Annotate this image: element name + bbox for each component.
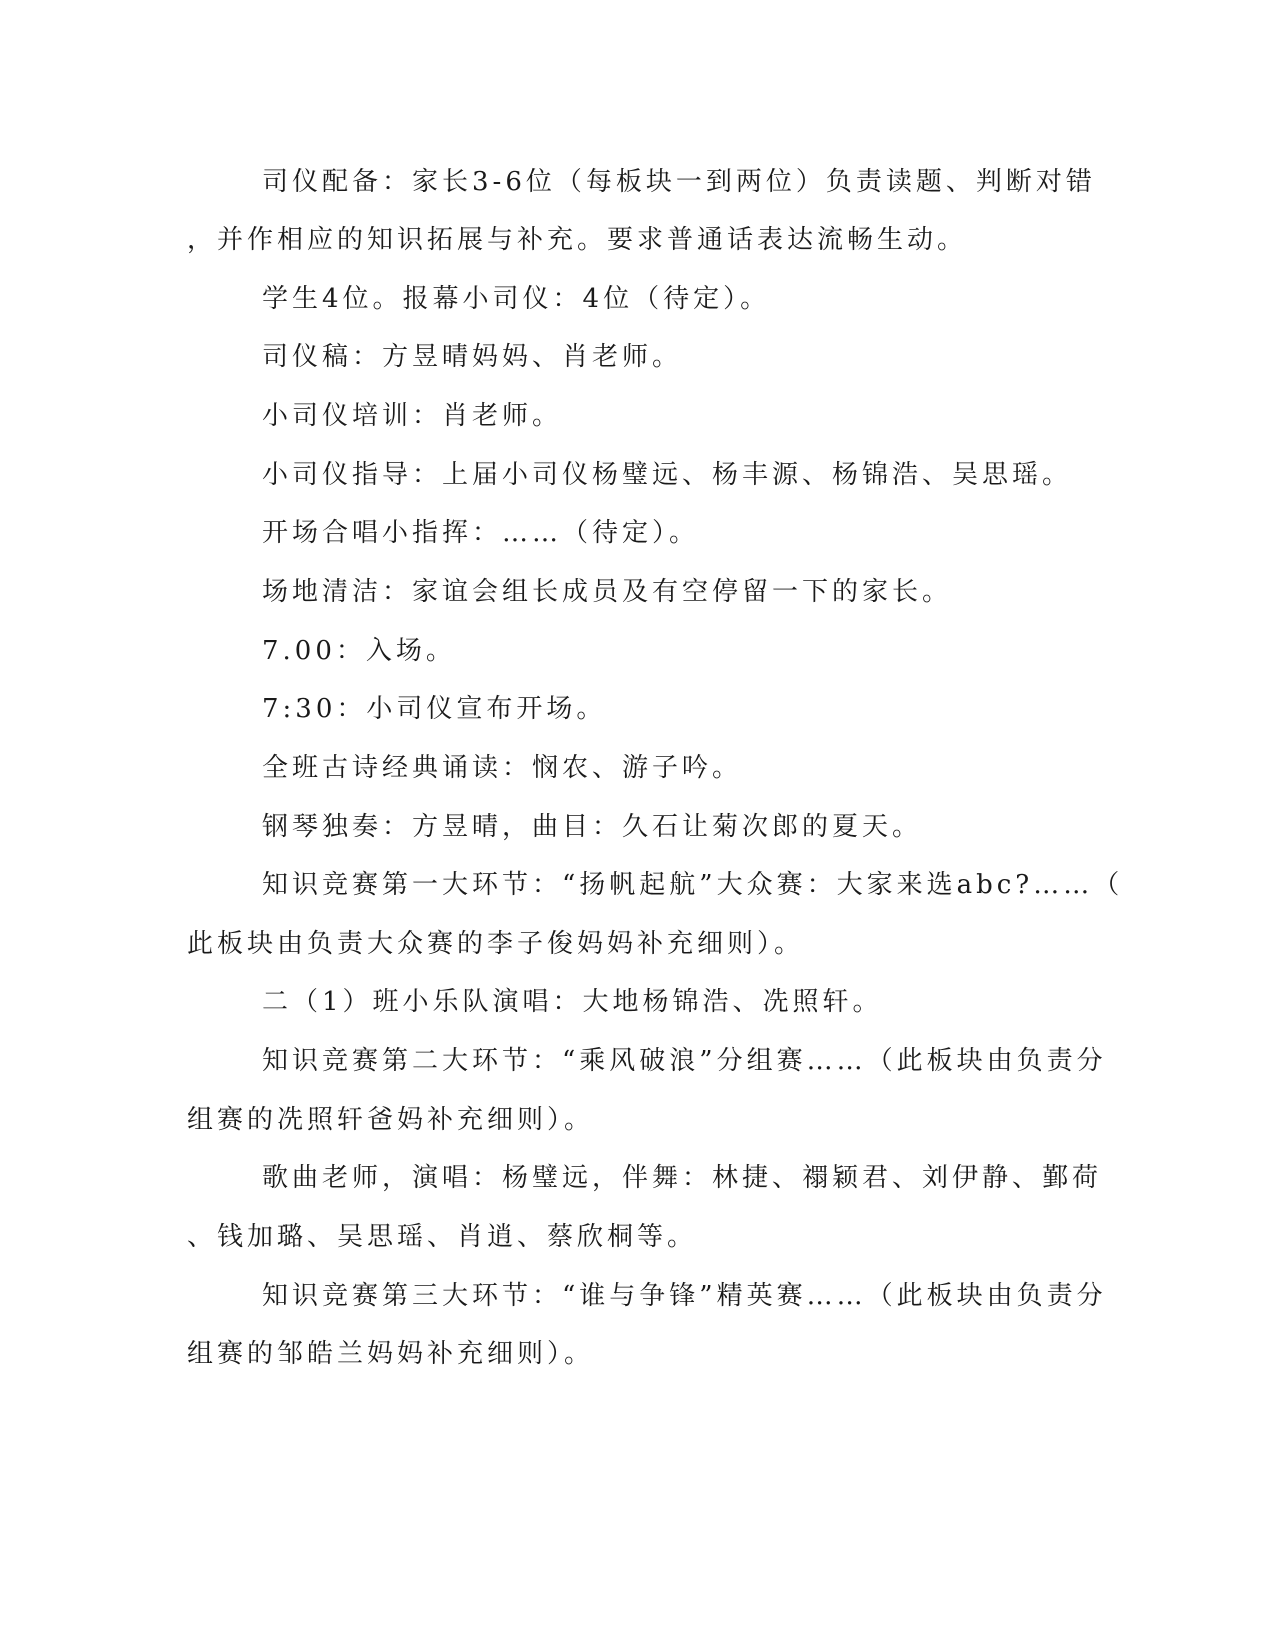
text-line: 组赛的冼照轩爸妈补充细则）。 bbox=[187, 1105, 595, 1135]
text-line: 钢琴独奏：方昱晴，曲目：久石让菊次郎的夏天。 bbox=[262, 812, 923, 842]
text-line: 场地清洁：家谊会组长成员及有空停留一下的家长。 bbox=[262, 577, 953, 607]
text-line: 小司仪指导：上届小司仪杨璧远、杨丰源、杨锦浩、吴思瑶。 bbox=[262, 460, 1073, 490]
text-line: 此板块由负责大众赛的李子俊妈妈补充细则）。 bbox=[187, 929, 805, 959]
text-line: 开场合唱小指挥：……（待定）。 bbox=[262, 518, 700, 548]
text-line: 知识竞赛第二大环节：“乘风破浪”分组赛……（此板块由负责分 bbox=[262, 1046, 1107, 1076]
text-line: 组赛的邹皓兰妈妈补充细则）。 bbox=[187, 1339, 595, 1369]
text-line: 歌曲老师，演唱：杨璧远，伴舞：林捷、禤颖君、刘伊静、鄞荷 bbox=[262, 1163, 1103, 1193]
text-line: 学生4位。报幕小司仪：4位（待定）。 bbox=[262, 284, 771, 314]
text-line: 、钱加璐、吴思瑶、肖逍、蔡欣桐等。 bbox=[187, 1222, 698, 1252]
text-line: 小司仪培训：肖老师。 bbox=[262, 401, 563, 431]
text-line: 知识竞赛第一大环节：“扬帆起航”大众赛：大家来选abc?……（ bbox=[262, 870, 1124, 900]
text-line: 7:30：小司仪宣布开场。 bbox=[262, 694, 607, 724]
text-line: 二（1）班小乐队演唱：大地杨锦浩、冼照轩。 bbox=[262, 987, 883, 1017]
text-line: 7.00：入场。 bbox=[262, 636, 456, 666]
text-line: 司仪稿：方昱晴妈妈、肖老师。 bbox=[262, 342, 683, 372]
text-line: 全班古诗经典诵读：悯农、游子吟。 bbox=[262, 753, 743, 783]
text-line: 知识竞赛第三大环节：“谁与争锋”精英赛……（此板块由负责分 bbox=[262, 1281, 1107, 1311]
text-line: ，并作相应的知识拓展与补充。要求普通话表达流畅生动。 bbox=[187, 225, 968, 255]
text-line: 司仪配备：家长3-6位（每板块一到两位）负责读题、判断对错 bbox=[262, 167, 1096, 197]
